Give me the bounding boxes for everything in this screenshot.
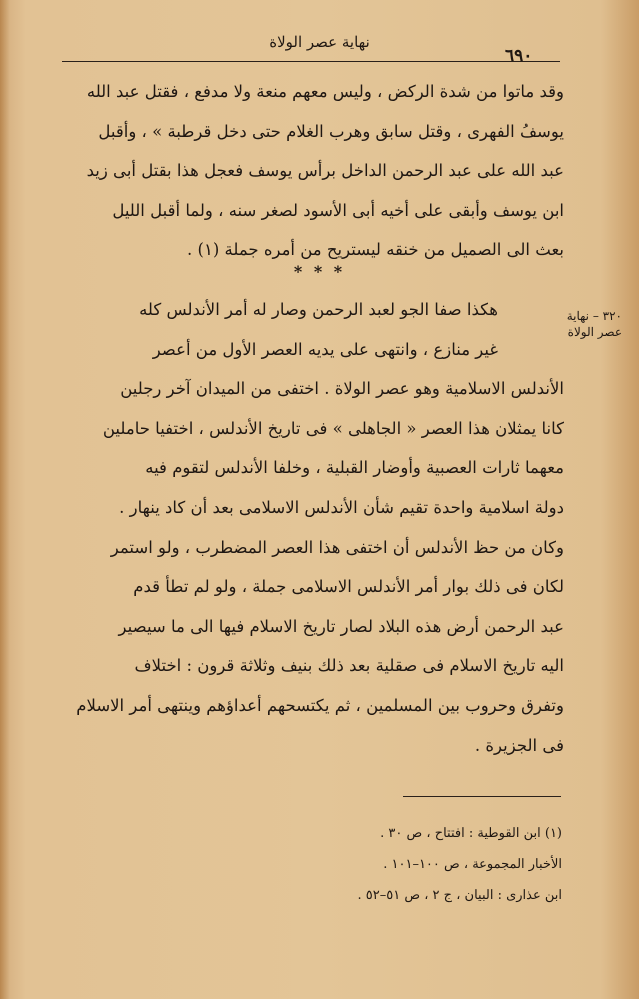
text-line: عبد الله على عبد الرحمن الداخل برأس يوسف فعجل هذا بقتل أبى زيد: [86, 161, 564, 181]
text-line: اليه تاريخ الاسلام فى صقلية بعد ذلك بنيف وثلاثة قرون : اختلاف: [134, 656, 564, 676]
running-title: نهاية عصر الولاة: [269, 33, 370, 51]
margin-note: [556, 308, 622, 340]
header-rule: [62, 61, 560, 62]
text-line: وكان من حظ الأندلس أن اختفى هذا العصر المضطرب ، ولو استمر: [110, 537, 564, 557]
text-line: كانا يمثلان هذا العصر « الجاهلى » فى تاريخ الأندلس ، اختفيا حاملين: [102, 418, 564, 438]
paragraph-1: [58, 72, 564, 270]
footnote-line: (١) ابن القوطية : افتتاح ، ص ٣٠ .: [380, 826, 562, 841]
text-line: يوسفُ الفهرى ، وقتل سابق وهرب الغلام حتى دخل قرطبة » ، وأقبل: [98, 121, 564, 141]
page-number: ٦٩٠: [505, 46, 533, 66]
margin-note-line: ٣٢٠ – نهاية: [566, 309, 622, 323]
section-separator: * * *: [293, 262, 346, 281]
text-line: معهما ثارات العصبية وأوضار القبلية ، وخلفا الأندلس لتقوم فيه: [145, 458, 564, 478]
text-line: غير منازع ، وانتهى على يديه العصر الأول من أعصر: [152, 339, 498, 359]
paragraph-2: [58, 290, 564, 765]
footnote-rule: [403, 796, 561, 797]
footnotes: [270, 818, 562, 911]
text-line: الأندلس الاسلامية وهو عصر الولاة . اختفى من الميدان آخر رجلين: [120, 379, 564, 399]
footnote-line: ابن عذارى : البيان ، ج ٢ ، ص ٥١–٥٢ .: [357, 888, 562, 903]
text-line: بعث الى الصميل من خنقه ليستريح من أمره جملة (١) .: [187, 240, 564, 260]
text-line: ابن يوسف وأبقى على أخيه أبى الأسود لصغر سنه ، ولما أقبل الليل: [112, 200, 564, 220]
text-line: لكان فى ذلك بوار أمر الأندلس الاسلامى جملة ، ولو لم تطأ قدم: [133, 577, 564, 597]
margin-note-line: عصر الولاة: [567, 325, 622, 339]
text-line: فى الجزيرة .: [474, 735, 564, 755]
text-line: دولة اسلامية واحدة تقيم شأن الأندلس الاسلامى بعد أن كاد ينهار .: [119, 497, 564, 517]
text-line: هكذا صفا الجو لعبد الرحمن وصار له أمر الأندلس كله: [139, 300, 498, 319]
text-line: وتفرق وحروب بين المسلمين ، ثم يكتسحهم أعداؤهم وينتهى أمر الاسلام: [76, 695, 564, 715]
text-line: عبد الرحمن أرض هذه البلاد لصار تاريخ الاسلام فيها الى ما سيصير: [118, 616, 564, 636]
footnote-line: الأخبار المجموعة ، ص ١٠٠–١٠١ .: [383, 857, 562, 872]
text-line: وقد ماتوا من شدة الركض ، وليس معهم منعة ولا مدفع ، فقتل عبد الله: [86, 82, 564, 101]
